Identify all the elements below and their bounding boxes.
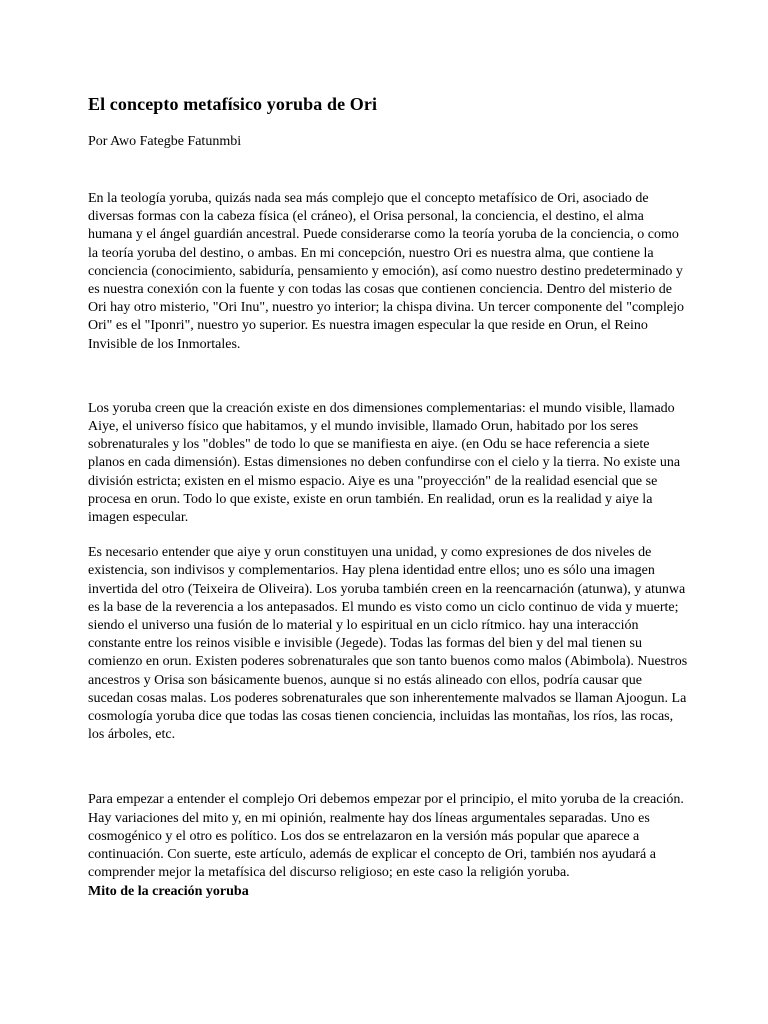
paragraph-unity: Es necesario entender que aiye y orun constituyen una unidad, y como expresiones de dos niveles de existencia, son indivisos y complementarios. Hay plena identidad entre ellos; uno es sólo una imagen invertida del otro (Teixeira de Oliveira). Los yoruba también creen en la reencarnación (atunwa), y atunwa es la base de la reverencia a los antepasados. El mundo es visto como un ciclo continuo de vida y muerte; siendo el universo una fusión de lo material y lo espiritual en un ciclo rítmico. hay una interacción constante entre los reinos visible e invisible (Jegede). Todas las formas del bien y del mal tienen su comienzo en orun. Existen poderes sobrenaturales que son tanto buenos como malos (Abimbola). Nuestros ancestros y Orisa son básicamente buenos, aunque si no estás alineado con ellos, podría causar que sucedan cosas malas. Los poderes sobrenaturales que son inherentemente malvados se llaman Ajoogun. La cosmología yoruba dice que todas las cosas tienen conciencia, incluidas las montañas, los ríos, las rocas, los árboles, etc. bbox=[88, 545, 688, 743]
document-page bbox=[88, 92, 688, 901]
paragraph-ori-concept: En la teología yoruba, quizás nada sea más complejo que el concepto metafísico de Ori, asociado de diversas formas con la cabeza física (el cráneo), el Orisa personal, la conciencia, el destino, el alma humana y el ángel guardián ancestral. Puede considerarse como la teoría yoruba de la conciencia, o como la teoría yoruba del destino, o ambas. En mi concepción, nuestro Ori es nuestra alma, que contiene la conciencia (conocimiento, sabiduría, pensamiento y emoción), así como nuestro destino predeterminado y es nuestra conexión con la fuente y con todas las cosas que contienen conciencia. Dentro del misterio de Ori hay otro misterio, "Ori Inu", nuestro yo interior; la chispa divina. Un tercer componente del "complejo Ori" es el "Iponri", nuestro yo superior. Es nuestra imagen especular la que reside en Orun, el Reino Invisible de los Inmortales. bbox=[88, 191, 685, 352]
document-author: Por Awo Fategbe Fatunmbi bbox=[88, 134, 242, 149]
paragraph-creation-intro: Para empezar a entender el complejo Ori debemos empezar por el principio, el mito yoruba de la creación. Hay variaciones del mito y, en mi opinión, realmente hay dos líneas argumentales separadas. Uno es cosmogénico y el otro es político. Los dos se entrelazaron en la versión más popular que aparece a continuación. Con suerte, este artículo, además de explicar el concepto de Ori, también nos ayudará a comprender mejor la metafísica del discurso religioso; en este caso la religión yoruba. bbox=[88, 792, 684, 881]
section-heading-creation-myth: Mito de la creación yoruba bbox=[88, 883, 249, 899]
paragraph-aiye-orun: Los yoruba creen que la creación existe en dos dimensiones complementarias: el mundo visible, llamado Aiye, el universo físico que habitamos, y el mundo invisible, llamado Orun, habitado por los seres sobrenaturales y los "dobles" de todo lo que se manifiesta en aiye. (en Odu se hace referencia a siete planos en cada dimensión). Estas dimensiones no deben confundirse con el cielo y la tierra. No existe una división estricta; existen en el mismo espacio. Aiye es una "proyección" de la realidad esencial que se procesa en orun. Todo lo que existe, existe en orun también. En realidad, orun es la realidad y aiye la imagen especular. bbox=[88, 400, 681, 526]
document-title: El concepto metafísico yoruba de Ori bbox=[88, 94, 378, 114]
